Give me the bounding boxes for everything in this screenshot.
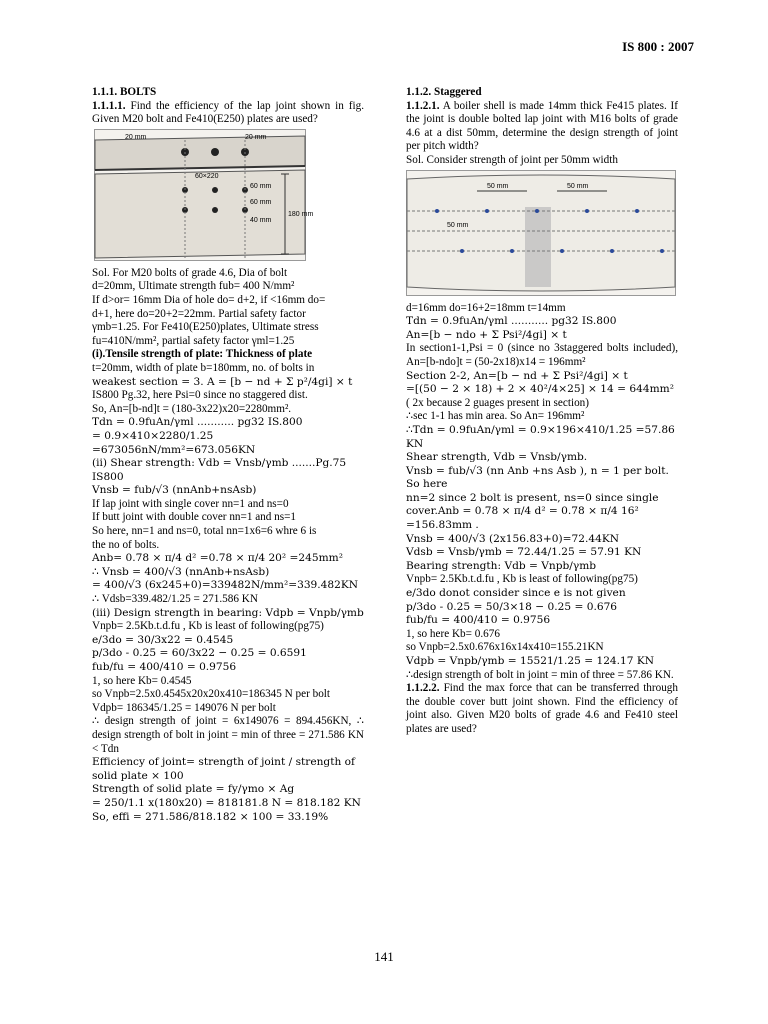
question-1-1-2-2 (406, 682, 678, 736)
sol-line: (i).Tensile strength of plate: Thickness of plate (92, 348, 313, 361)
sol-line: d=16mm do=16+2=18mm t=14mm (406, 301, 566, 314)
fig-label-40mm: 40 mm (250, 216, 272, 224)
question-1-1-1-1 (92, 100, 364, 127)
sol-line: so Vnpb=2.5x0.4545x20x20x410=186345 N per bolt (92, 688, 331, 701)
sol-line: p/3do - 0.25 = 50/3×18 − 0.25 = 0.676 (406, 600, 618, 613)
fig-label-50mm-b: 50 mm (567, 182, 589, 190)
sol-line: Vnpb= 2.5Kb.t.d.fu , Kb is least of following(pg75) (406, 573, 638, 586)
sol-line: ∴design strength of bolt in joint = min of three = 57.86 KN. (406, 668, 674, 681)
fig-label-50mm-c: 50 mm (447, 221, 469, 229)
sol-line: Vdpb= 186345/1.25 = 149076 N per bolt (92, 701, 276, 714)
sol-line: So, An=[b-nd]t = (180-3x22)x20=2280mm². (92, 402, 292, 415)
sol-line: p/3do - 0.25 = 60/3x22 − 0.25 = 0.6591 (92, 647, 307, 660)
sol-line: If d>or= 16mm Dia of hole do= d+2, if <16mm do= (92, 293, 326, 306)
sol-line: 1, so here Kb= 0.676 (406, 627, 500, 640)
sol-line: (iii) Design strength in bearing: Vdpb = Vnpb/γmb (92, 606, 364, 619)
sol-line: ∴Tdn = 0.9fuAn/γml = 0.9×196×410/1.25 =57.86 KN (406, 423, 675, 450)
sol-line: e/3do donot consider since e is not given (406, 587, 626, 600)
sol-line: fub/fu = 400/410 = 0.9756 (92, 661, 237, 673)
question-1-1-2-1 (406, 100, 678, 154)
sol-line: (ii) Shear strength: Vdb = Vnsb/γmb .......Pg.75 IS800 (92, 457, 347, 483)
sol-line: Tdn = 0.9fuAn/γml ........... pg32 IS.800 (92, 416, 303, 429)
sol-line: fu=410N/mm², partial safety factor γml=1.25 (92, 334, 295, 347)
fig-label-60mm-a: 60 mm (250, 182, 272, 190)
fig-label-20mm-a: 20 mm (125, 133, 147, 141)
page-number: 141 (374, 949, 394, 964)
sol-line: Vdpb = Vnpb/γmb = 15521/1.25 = 124.17 KN (406, 655, 655, 667)
sol-line: IS800 Pg.32, here Psi=0 since no staggered dist. (92, 389, 308, 402)
sol-line: Efficiency of joint= strength of joint / strength of solid plate × 100 (92, 756, 355, 782)
sol-line: Vnpb= 2.5Kb.t.d.fu , Kb is least of following(pg75) (92, 620, 324, 633)
sol-line: t=20mm, width of plate b=180mm, no. of bolts in (92, 361, 315, 374)
sol-line: = 400/√3 (6x245+0)=339482N/mm²=339.482KN (92, 579, 359, 592)
sol-line: Shear strength, Vdb = Vnsb/γmb. (406, 451, 588, 464)
fig-label-60x220: 60×220 (195, 172, 219, 180)
sol-line: so Vnpb=2.5x0.676x16x14x410=155.21KN (406, 641, 604, 654)
sol-line: = 0.9×410×2280/1.25 =673056nN/mm²=673.056KN (92, 429, 256, 456)
sol-line: Sol. For M20 bolts of grade 4.6, Dia of bolt (92, 266, 288, 279)
sol-line: γmb=1.25. For Fe410(E250)plates, Ultimate stress (92, 321, 319, 334)
sol-line: ∴ Vdsb=339.482/1.25 = 271.586 KN (92, 593, 258, 606)
section-heading-bolts: 1.1.1. BOLTS (92, 86, 157, 98)
sol-line: Vnsb = 400/√3 (2x156.83+0)=72.44KN (406, 532, 620, 545)
sol-line: Vnsb = fub/√3 (nn Anb +ns Asb ), n = 1 per bolt. So here (406, 464, 669, 491)
sol-line: fub/fu = 400/410 = 0.9756 (406, 614, 551, 627)
sol-line: If lap joint with single cover nn=1 and ns=0 (92, 497, 289, 510)
sol-line: Vnsb = fub/√3 (nnAnb+nsAsb) (92, 484, 257, 497)
sol-line: the no of bolts. (92, 538, 160, 551)
fig-label-60mm-b: 60 mm (250, 198, 272, 206)
sol-line: weakest section = 3. A = [b − nd + Σ p²/4gi] × t (92, 375, 353, 388)
fig-label-20mm-b: 20 mm (245, 133, 267, 141)
sol-line: If butt joint with double cover nn=1 and ns=1 (92, 511, 297, 524)
sol-line: Bearing strength: Vdb = Vnpb/γmb (406, 559, 597, 572)
sol-line: Vdsb = Vnsb/γmb = 72.44/1.25 = 57.91 KN (406, 546, 642, 559)
question-number: 1.1.2.2. (406, 682, 440, 695)
fig-label-180mm: 180 mm (288, 210, 314, 218)
sol-line: d=20mm, Ultimate strength fub= 400 N/mm² (92, 280, 295, 293)
lap-joint-figure (94, 129, 314, 261)
question-number: 1.1.1.1. (92, 99, 126, 112)
sol-line: d+1, here do=20+2=22mm. Partial safety factor (92, 307, 306, 320)
sol-line: e/3do = 30/3x22 = 0.4545 (92, 633, 234, 646)
left-column (92, 86, 364, 824)
right-column (406, 86, 678, 737)
sol-line: ∴ design strength of joint = 6x149076 = 894.456KN, ∴ design strength of bolt in joint = min of three = 271.586 KN < Tdn (92, 715, 364, 755)
sol-line: Anb= 0.78 × π/4 d² =0.78 × π/4 20² =245mm² (92, 552, 343, 565)
sol-line: = 250/1.1 x(180x20) = 818181.8 N = 818.182 KN (92, 796, 361, 809)
staggered-joint-figure (406, 170, 676, 296)
sol-line: nn=2 since 2 bolt is present, ns=0 since single cover.Anb = 0.78 × π/4 d² = 0.78 × π/4 16² =156.83mm . (406, 491, 659, 532)
sol-line: An=[b − ndo + Σ Psi²/4gi] × t (406, 328, 567, 341)
question-text: A boiler shell is made 14mm thick Fe415 plates. If the joint is double bolted lap joint with M16 bolts of grade 4.6 at a dist 50mm, determine the design strength of joint per pitch width? (406, 99, 678, 153)
sol-line: Strength of solid plate = fy/γmo × Ag (92, 783, 295, 796)
sol-line: ( 2x because 2 guages present in section) (406, 396, 589, 409)
sol-line: ∴sec 1-1 has min area. So An= 196mm² (406, 410, 585, 423)
sol-line: =[(50 − 2 × 18) + 2 × 40²/4×25] × 14 = 644mm² (406, 383, 674, 396)
fig-label-50mm-a: 50 mm (487, 182, 509, 190)
question-number: 1.1.2.1. (406, 99, 440, 112)
sol-line: ∴ Vnsb = 400/√3 (nnAnb+nsAsb) (92, 565, 270, 578)
sol-line: So here, nn=1 and ns=0, total nn=1x6=6 whre 6 is (92, 525, 317, 538)
document-header: IS 800 : 2007 (622, 39, 694, 54)
sol-line: 1, so here Kb= 0.4545 (92, 674, 192, 687)
sol-line: So, effi = 271.586/818.182 × 100 = 33.19% (92, 810, 329, 823)
solution-intro: Sol. Consider strength of joint per 50mm width (406, 153, 618, 166)
sol-line: Tdn = 0.9fuAn/γml ........... pg32 IS.800 (406, 315, 617, 328)
sol-line: In section1-1,Psi = 0 (since no 3staggered bolts included), An=[b-ndo]t = (50-2x18)x14 = 196mm² (406, 342, 678, 368)
question-text: Find the max force that can be transferred through the double cover butt joint shown. Find the efficiency of joint also. Given M20 bolts of grade 4.6 and Fe410 steel plates are used? (406, 682, 678, 735)
question-text: Find the efficiency of the lap joint shown in fig. Given M20 bolt and Fe410(E250) plates are used? (92, 99, 365, 126)
section-heading-staggered: 1.1.2. Staggered (406, 86, 482, 98)
sol-line: Section 2-2, An=[b − nd + Σ Psi²/4gi] × t (406, 369, 628, 382)
